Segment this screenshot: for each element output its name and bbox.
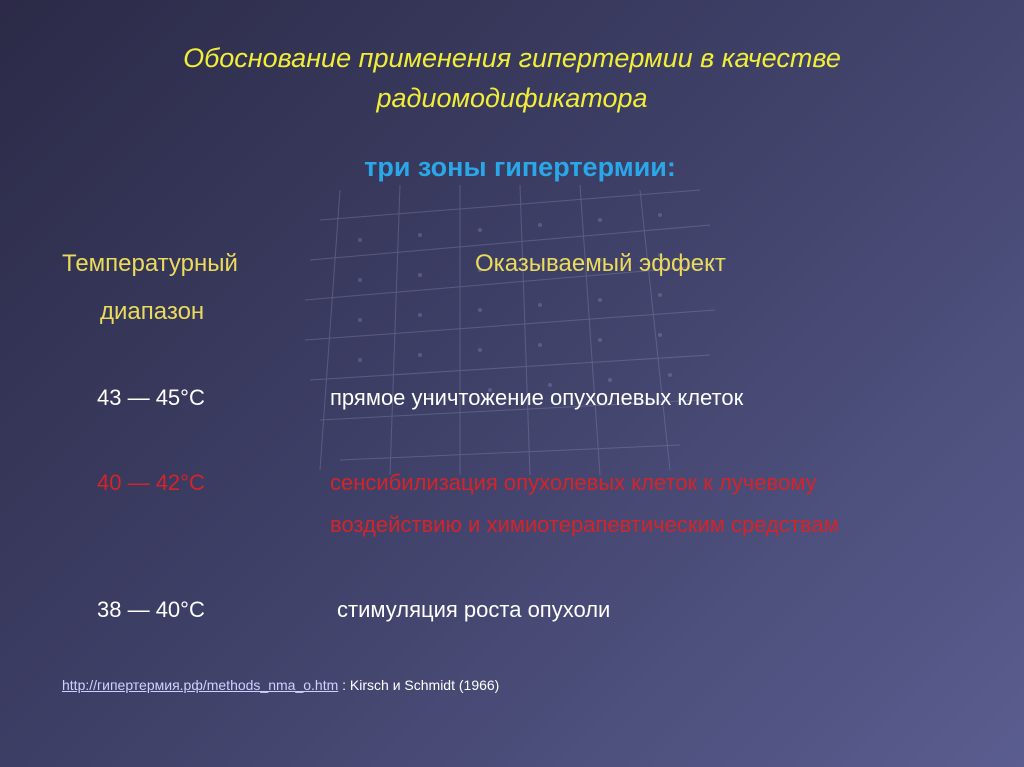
row-2-range: 40 — 42°С <box>97 470 205 495</box>
row-1-effect: прямое уничтожение опухолевых клеток <box>330 385 744 410</box>
slide-title-line-1: Обоснование применения гипертермии в качестве <box>183 43 841 73</box>
slide-title-line-2: радиомодификатора <box>376 83 648 113</box>
header-range-line-2: диапазон <box>100 298 205 325</box>
row-1-range: 43 — 45°С <box>97 385 205 410</box>
header-effect: Оказываемый эффект <box>475 250 726 277</box>
row-3-range: 38 — 40°С <box>97 597 205 622</box>
source-link[interactable]: http://гипертермия.рф/methods_nma_o.htm <box>62 677 339 693</box>
slide-title <box>0 38 1024 118</box>
background-grid-decoration <box>300 180 720 480</box>
source-citation: : Kirsch и Schmidt (1966) <box>338 677 500 693</box>
row-2-effect-line-1: сенсибилизация опухолевых клеток к лучевому <box>330 470 817 495</box>
source-note <box>62 677 499 693</box>
row-2-effect-line-2: воздействию и химиотерапевтическим средствам <box>330 512 839 537</box>
row-3-effect: стимуляция роста опухоли <box>337 597 611 622</box>
header-range-line-1: Температурный <box>62 250 238 277</box>
slide-subtitle: три зоны гипертермии: <box>364 152 676 182</box>
